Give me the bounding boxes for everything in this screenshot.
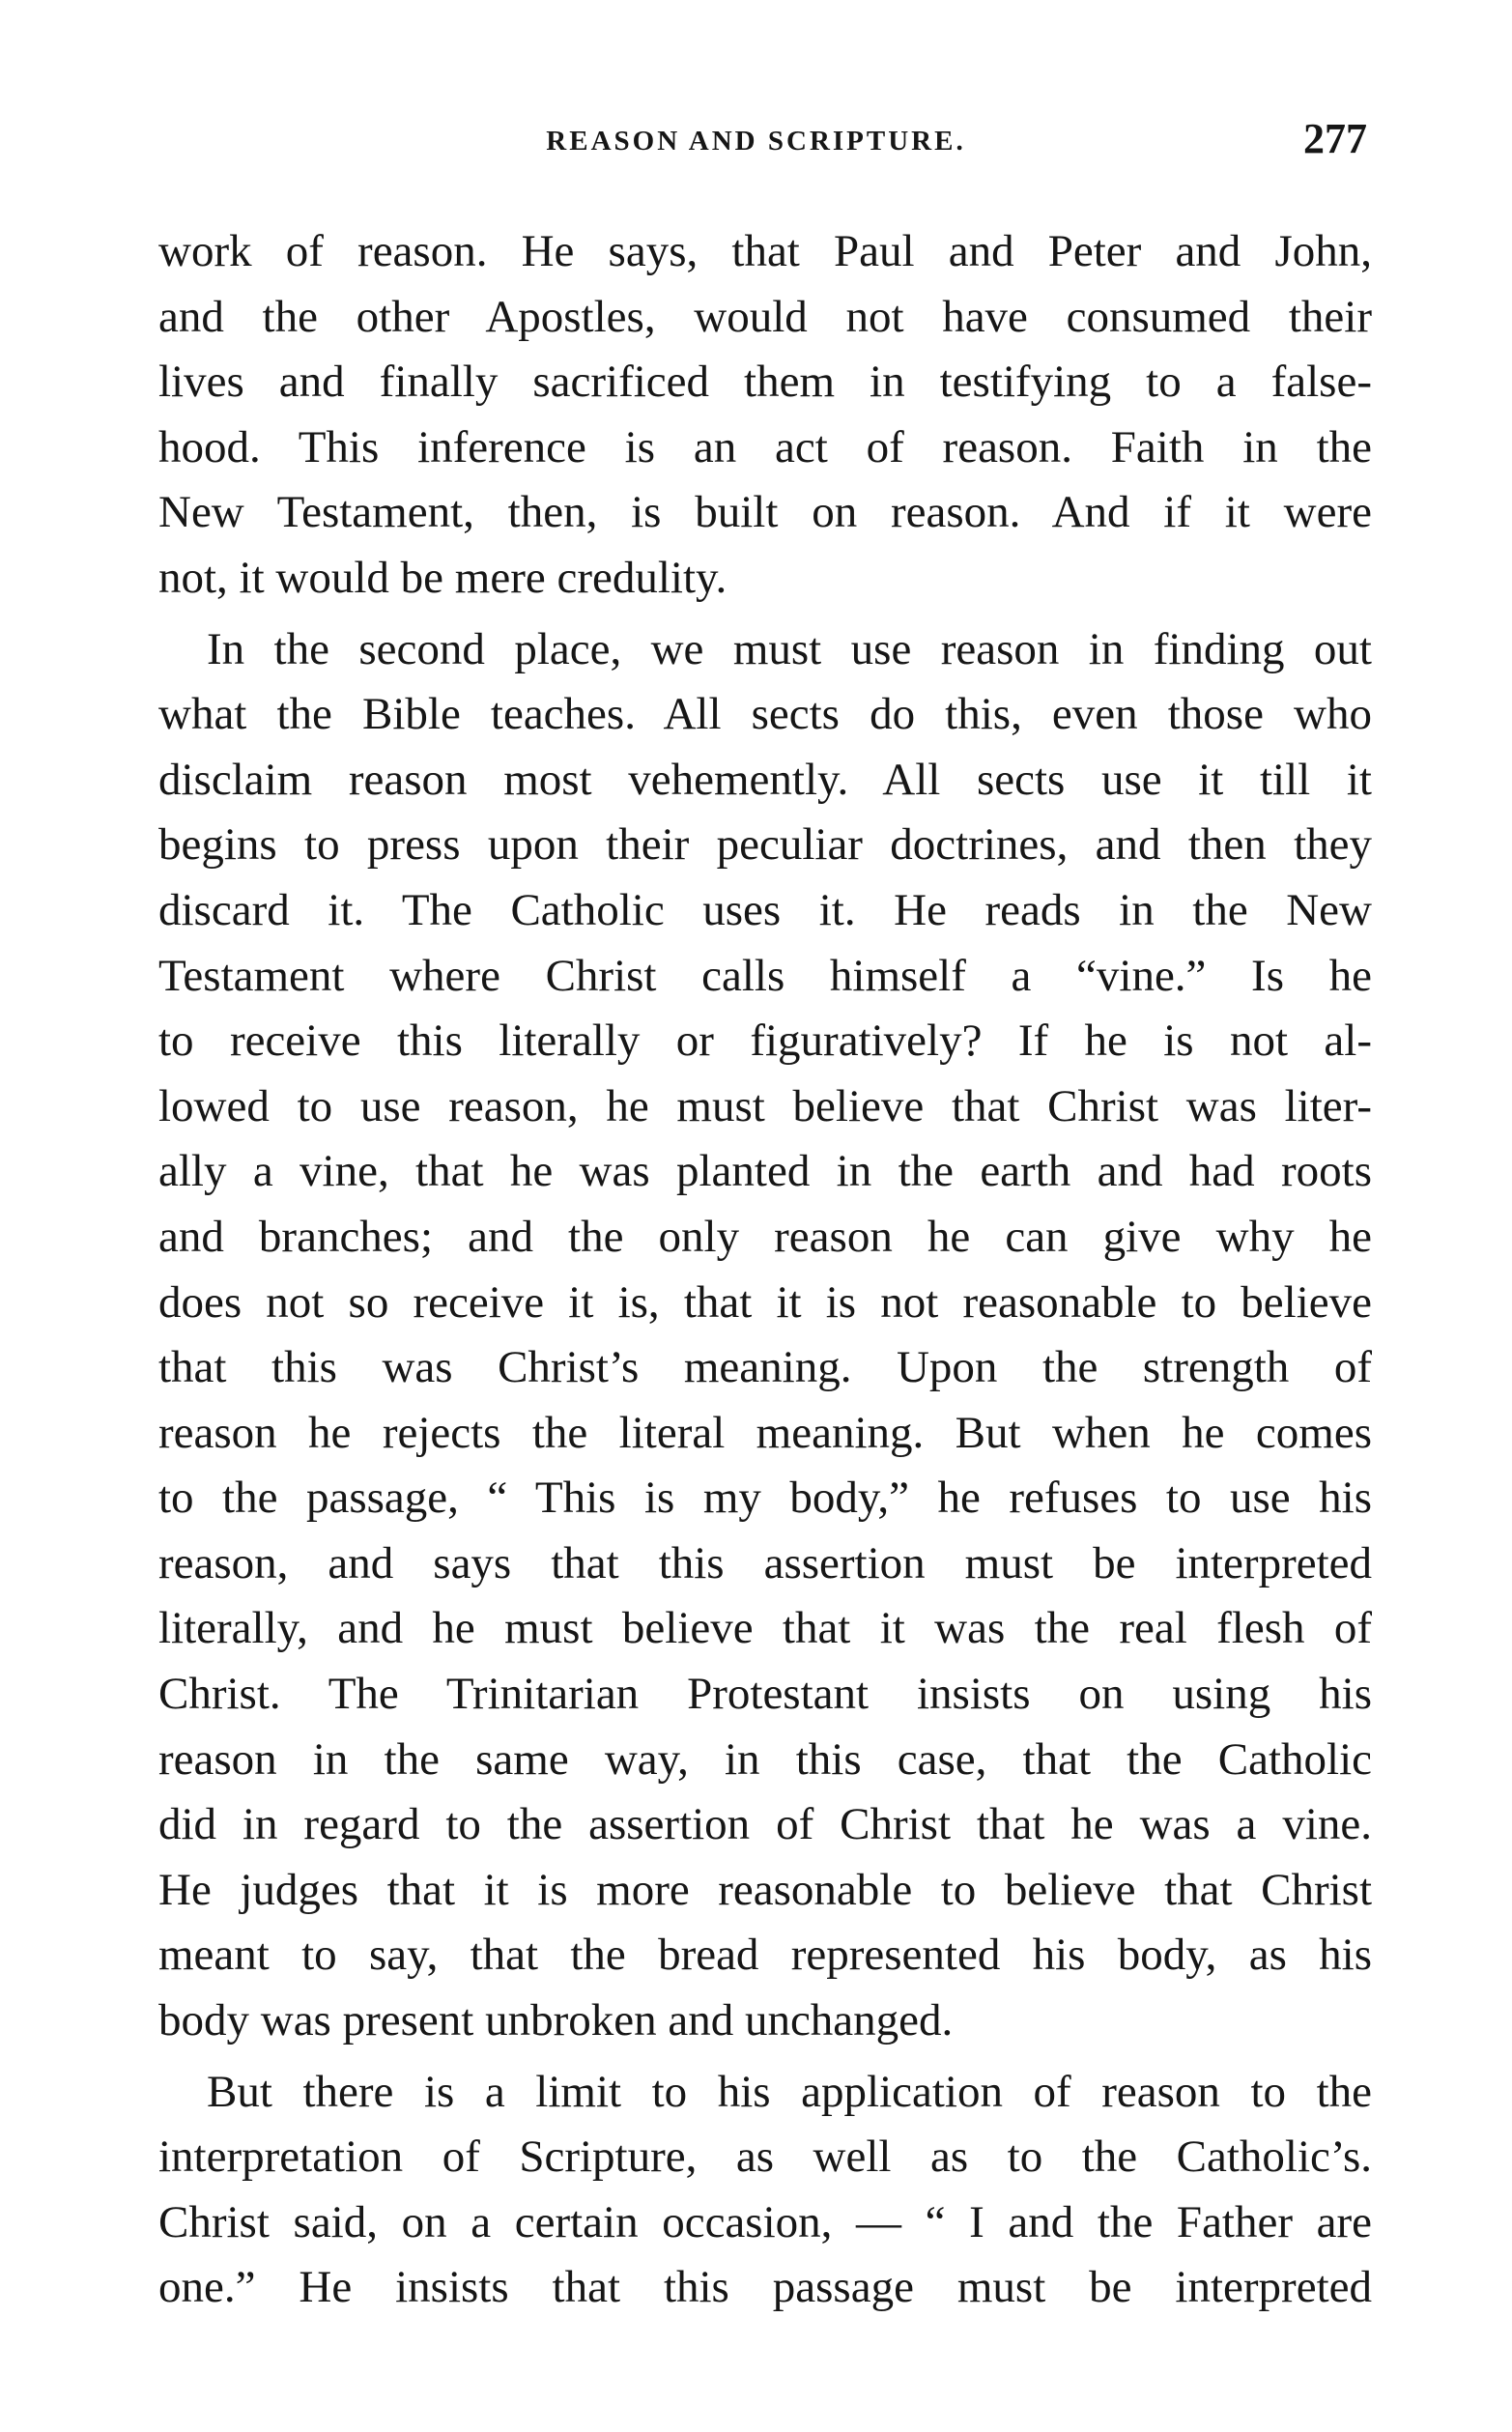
text-line: But there is a limit to his application of reason to the [207, 2066, 1372, 2117]
text-line: to the passage, “ This is my body,” he refuses to use his [158, 1473, 1372, 1524]
text-line: did in regard to the assertion of Christ that he was a vine. [158, 1799, 1372, 1850]
text-line: work of reason. He says, that Paul and Peter and John, [158, 226, 1372, 276]
text-line: New Testament, then, is built on reason. And if it were [158, 487, 1372, 538]
text-line: reason, and says that this assertion must be interpreted [158, 1537, 1372, 1588]
text-line: begins to press upon their peculiar doctrines, and then they [158, 819, 1372, 871]
text-line: and branches; and the only reason he can give why he [158, 1211, 1372, 1262]
text-line: meant to say, that the bread represented his body, as his [158, 1930, 1372, 1981]
text-line: discard it. The Catholic uses it. He reads in the New [158, 884, 1372, 935]
text-line: Testament where Christ calls himself a “vine.” Is he [158, 950, 1372, 1001]
text-line: In the second place, we must use reason in finding out [207, 623, 1372, 674]
text-line: Christ said, on a certain occasion, — “ I and the Father are [158, 2196, 1372, 2247]
text-line: does not so receive it is, that it is not reasonable to believe [158, 1276, 1372, 1328]
text-line: lowed to use reason, he must believe that Christ was liter- [158, 1080, 1372, 1131]
running-title: REASON AND SCRIPTURE. [546, 126, 966, 157]
text-line: ally a vine, that he was planted in the earth and had roots [158, 1146, 1372, 1197]
running-header [0, 114, 1512, 172]
text-line: literally, and he must believe that it was the real flesh of [158, 1603, 1372, 1654]
text-line: and the other Apostles, would not have consumed their [158, 291, 1372, 342]
body-text [158, 219, 1372, 2321]
text-line: one.” He insists that this passage must be interpreted [158, 2262, 1372, 2313]
text-line: what the Bible teaches. All sects do this, even those who [158, 689, 1372, 740]
text-line: not, it would be mere credulity. [158, 552, 727, 603]
text-line: body was present unbroken and unchanged. [158, 1995, 954, 2046]
text-line: lives and finally sacrificed them in testifying to a false- [158, 357, 1372, 408]
text-line: hood. This inference is an act of reason. Faith in the [158, 421, 1372, 472]
text-line: that this was Christ’s meaning. Upon the strength of [158, 1342, 1372, 1393]
text-line: reason in the same way, in this case, that the Catholic [158, 1733, 1372, 1785]
text-line: interpretation of Scripture, as well as to the Catholic’s. [158, 2132, 1372, 2183]
text-line: Christ. The Trinitarian Protestant insists on using his [158, 1669, 1372, 1720]
text-line: reason he rejects the literal meaning. But when he comes [158, 1407, 1372, 1458]
page-number: 277 [1303, 115, 1367, 162]
text-line: He judges that it is more reasonable to believe that Christ [158, 1864, 1372, 1915]
text-line: to receive this literally or figuratively? If he is not al- [158, 1016, 1372, 1067]
text-line: disclaim reason most vehemently. All sects use it till it [158, 754, 1372, 805]
